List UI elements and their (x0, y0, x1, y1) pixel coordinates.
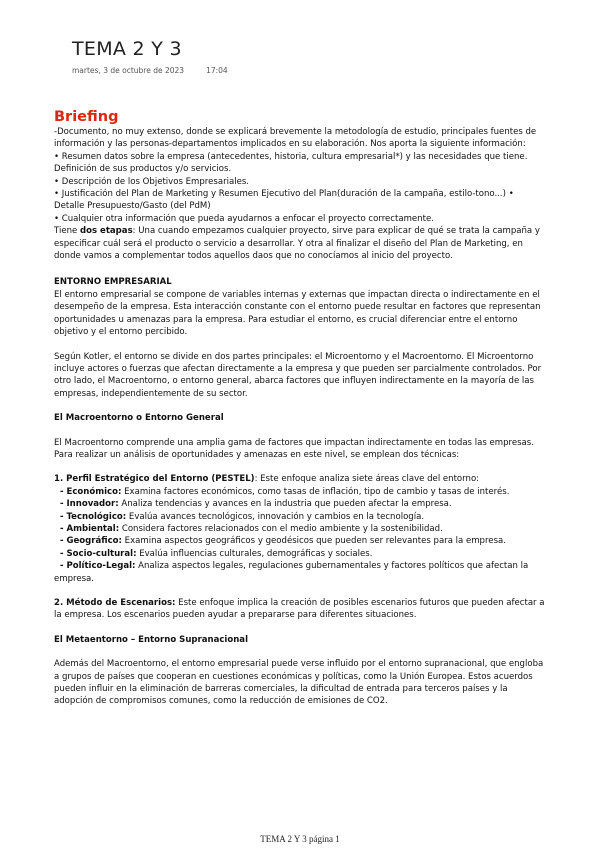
factor-name: - Ambiental: (54, 523, 120, 534)
factor-text: Examina aspectos geográficos y geodésicos que pueden ser relevantes para la empresa. (121, 536, 506, 547)
metaentorno-paragraph: Además del Macroentorno, el entorno empresarial puede verse influido por el entorno supranacional, que engloba a grupos de países que cooperan en cuestiones económicas y políticas, como la Unión Europea. Estos acuerdos pueden influir en la eliminación de barreras comerciales, la dificultad de entrada para terceros países y la adopción de compromisos comunes, como la reducción de emisiones de CO2. (54, 659, 544, 707)
note-body (54, 108, 546, 708)
pestel-line (54, 473, 546, 485)
factor-text: Analiza tendencias y avances en la industria que pueden afectar la empresa. (118, 499, 452, 510)
factor-text: Examina factores económicos, como tasas de inflación, tipo de cambio y tasas de interés. (121, 486, 510, 497)
briefing-etapas (54, 225, 546, 262)
escenarios-title: 2. Método de Escenarios: (54, 598, 176, 608)
factor-name: - Geográfico: (54, 536, 122, 547)
entorno-paragraph-2: Según Kotler, el entorno se divide en dos partes principales: el Microentorno y el Macroentorno. El Microentorno incluye actores o fuerzas que afectan directamente a la empresa y que pueden ser parcialmente controlados. Por otro lado, el Macroentorno, o entorno general, abarca factores que influyen indirectamente en la mayoría de las empresas, independientemente de su sector. (54, 351, 542, 399)
factor-item (54, 548, 546, 560)
entorno-heading: ENTORNO EMPRESARIAL (54, 277, 172, 288)
factor-item (54, 523, 546, 535)
factor-name: - Económico: (54, 486, 122, 497)
briefing-item: • Descripción de los Objetivos Empresariales. (54, 176, 249, 187)
pestel-title: 1. Perfil Estratégico del Entorno (PESTEL) (54, 474, 255, 485)
briefing-item: • Resumen datos sobre la empresa (antecedentes, historia, cultura empresarial*) y las necesidades que tiene. Definición de sus productos y/o servicios. (54, 151, 528, 175)
factor-text: Considera factores relacionados con el medio ambiente y la sostenibilidad. (119, 523, 443, 534)
factor-text: Evalúa influencias culturales, demográficas y sociales. (136, 548, 373, 559)
page-footer: TEMA 2 Y 3 página 1 (260, 834, 340, 844)
factor-item (54, 486, 546, 498)
escenarios-text: Este enfoque implica la creación de posibles escenarios futuros que pueden afectar a la empresa. Los escenarios pueden ayudar a prepararse para diferentes situaciones. (54, 598, 545, 621)
factor-item (54, 498, 546, 510)
factor-name: - Socio-cultural: (54, 548, 137, 559)
entorno-paragraph-1: El entorno empresarial se compone de variables internas y externas que impactan directa o indirectamente en el desempeño de la empresa. Esta interacción constante con el entorno puede resultar en factores que representan oportunidades u amenazas para la empresa. Para estudiar el entorno, es crucial diferenciar entre el entorno objetivo y el entorno percibido. (54, 289, 541, 338)
macro-heading: El Macroentorno o Entorno General (54, 413, 224, 424)
factor-name: - Político-Legal: (54, 561, 136, 572)
etapas-bold: dos etapas (79, 226, 133, 237)
etapas-post: : Una cuando empezamos cualquier proyecto, sirve para explicar de qué se trata la campaña y especificar cuál será el producto o servicio a desarrollar. Y otra al finalizar el diseño del Plan de Marketing, en donde vamos a complementar todos aquellos daos que no conocíamos al inicio del proyecto. (54, 226, 540, 262)
page-meta (72, 66, 228, 75)
page-time: 17:04 (206, 66, 228, 75)
page-title: TEMA 2 Y 3 (72, 38, 182, 60)
factor-name: - Tecnológico: (54, 511, 127, 522)
factor-item (54, 511, 546, 523)
factor-text: Analiza aspectos legales, regulaciones gubernamentales y factores políticos que afectan la empresa. (54, 561, 531, 584)
pestel-text: : Este enfoque analiza siete áreas clave del entorno: (254, 474, 480, 485)
factor-item (54, 560, 546, 585)
factor-text: Evalúa avances tecnológicos, innovación y cambios en la tecnología. (126, 511, 425, 522)
factor-name: - Innovador: (54, 499, 119, 510)
briefing-heading: Briefing (54, 109, 119, 125)
briefing-item: • Cualquier otra información que pueda ayudarnos a enfocar el proyecto correctamente. (54, 213, 434, 224)
factor-item (54, 535, 546, 547)
etapas-pre: Tiene (54, 226, 80, 237)
briefing-item: • Justificación del Plan de Marketing y Resumen Ejecutivo del Plan(duración de la campaña, estilo-tono...) • Detalle Presupuesto/Gasto (del PdM) (54, 189, 514, 212)
escenarios-line (54, 597, 546, 622)
page-date: martes, 3 de octubre de 2023 (72, 66, 185, 75)
macro-intro: El Macroentorno comprende una amplia gama de factores que impactan indirectamente en todas las empresas. Para realizar un análisis de oportunidades y amenazas en este nivel, se emplean dos técnicas: (54, 437, 534, 460)
metaentorno-heading: El Metaentorno – Entorno Supranacional (54, 634, 249, 645)
briefing-intro: -Documento, no muy extenso, donde se explicará brevemente la metodología de estudio, principales fuentes de información y las personas-departamentos implicados en su elaboración. Nos aporta la siguiente información: (54, 127, 537, 150)
